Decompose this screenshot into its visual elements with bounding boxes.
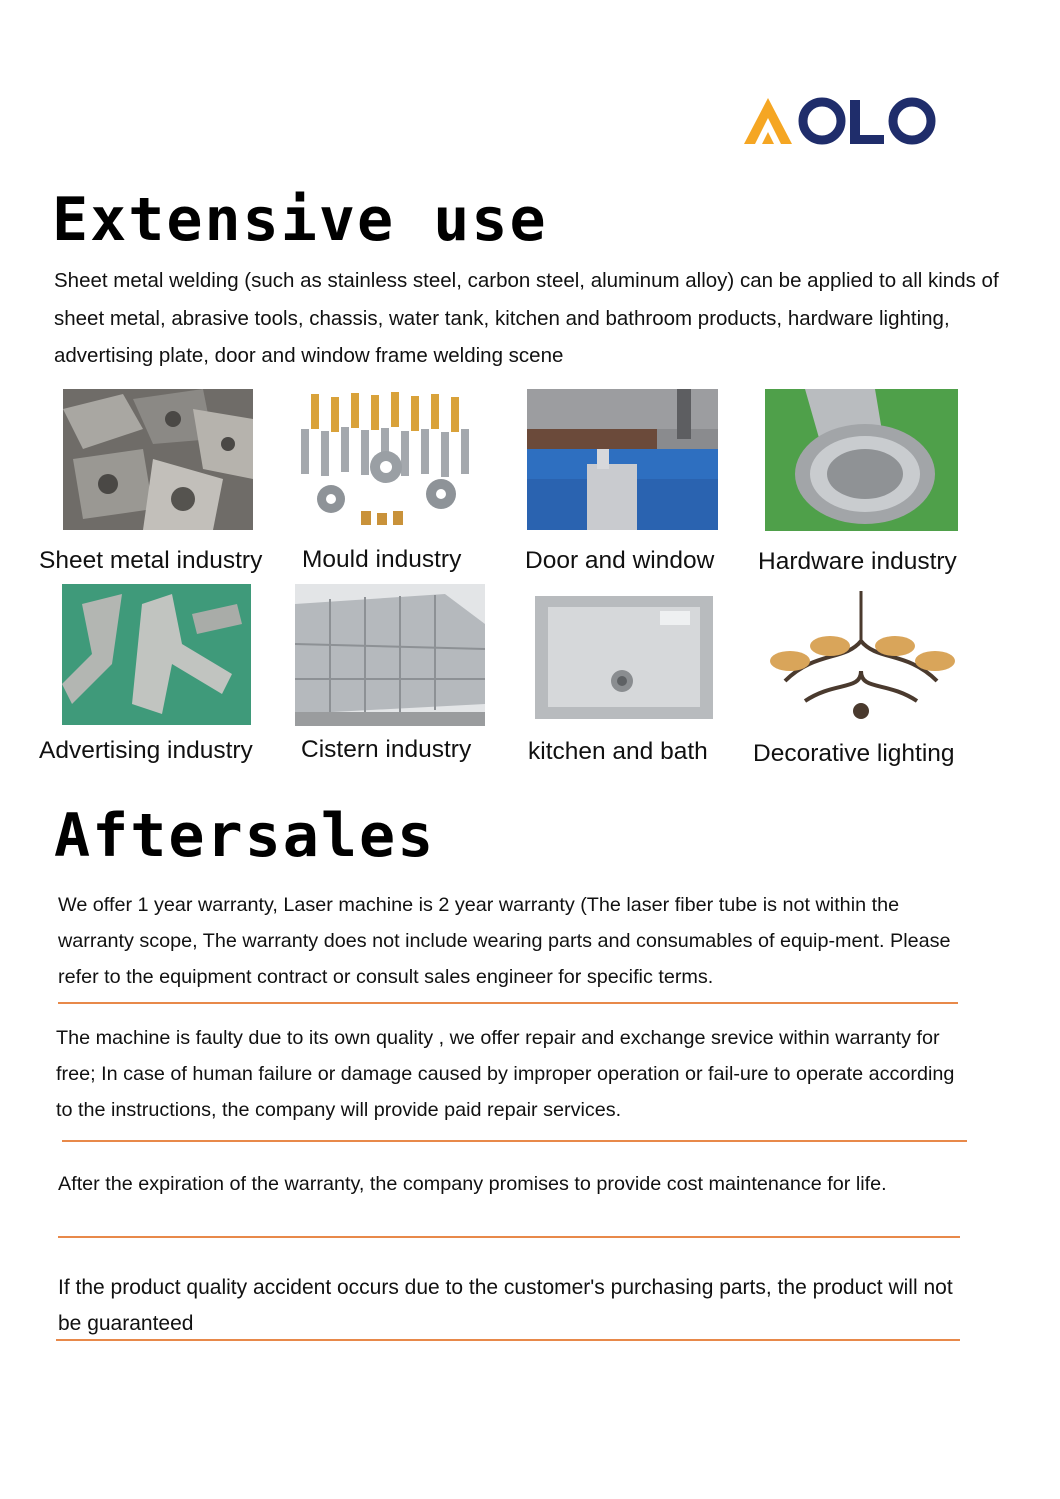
caption-decorative-lighting: Decorative lighting: [753, 740, 955, 767]
extensive-intro-text: Sheet metal welding (such as stainless steel, carbon steel, aluminum alloy) can be applied to all kinds of sheet metal, abrasive tools, chassis, water tank, kitchen and bathroom products, hardware lighting, advertising plate, door and window frame welding scene: [54, 269, 999, 367]
caption-advertising: Advertising industry: [39, 737, 253, 764]
caption-kitchen-bath: kitchen and bath: [528, 738, 708, 765]
aftersales-maintenance-text: After the expiration of the warranty, the company promises to provide cost maintenance for life.: [58, 1173, 887, 1195]
divider: [58, 1002, 958, 1004]
hardware-image: [765, 389, 958, 531]
sheet-metal-image: [63, 389, 253, 530]
aftersales-guarantee-text: If the product quality accident occurs due to the customer's purchasing parts, the product will not be guaranteed: [58, 1276, 953, 1335]
decorative-lighting-image: [765, 591, 958, 733]
caption-door-window: Door and window: [525, 547, 715, 574]
aolo-logo-graphic: [742, 92, 942, 148]
caption-hardware: Hardware industry: [758, 548, 957, 575]
mould-image: [291, 389, 489, 530]
cistern-image: [295, 584, 485, 726]
aftersales-warranty-text: We offer 1 year warranty, Laser machine is 2 year warranty (The laser fiber tube is not within the warranty scope, The warranty does not include wearing parts and consumables of equip-ment. Please refer to the equipment contract or consult sales engineer for specific terms.: [58, 894, 951, 988]
caption-cistern: Cistern industry: [301, 736, 472, 763]
divider: [56, 1339, 960, 1341]
divider: [58, 1236, 960, 1238]
caption-mould: Mould industry: [302, 546, 462, 573]
divider: [62, 1140, 967, 1142]
section-title-extensive-use: Extensive use: [52, 185, 548, 255]
caption-sheet-metal: Sheet metal industry: [39, 547, 263, 574]
door-window-image: [527, 389, 718, 530]
aftersales-repair-text: The machine is faulty due to its own quality , we offer repair and exchange srevice within warranty for free; In case of human failure or damage caused by improper operation or fail-ure to operate according to the instructions, the company will provide paid repair services.: [56, 1027, 955, 1121]
aolo-logo: [742, 92, 942, 148]
section-title-aftersales: Aftersales: [54, 801, 436, 871]
advertising-image: [62, 584, 251, 725]
kitchen-bath-image: [530, 591, 718, 724]
